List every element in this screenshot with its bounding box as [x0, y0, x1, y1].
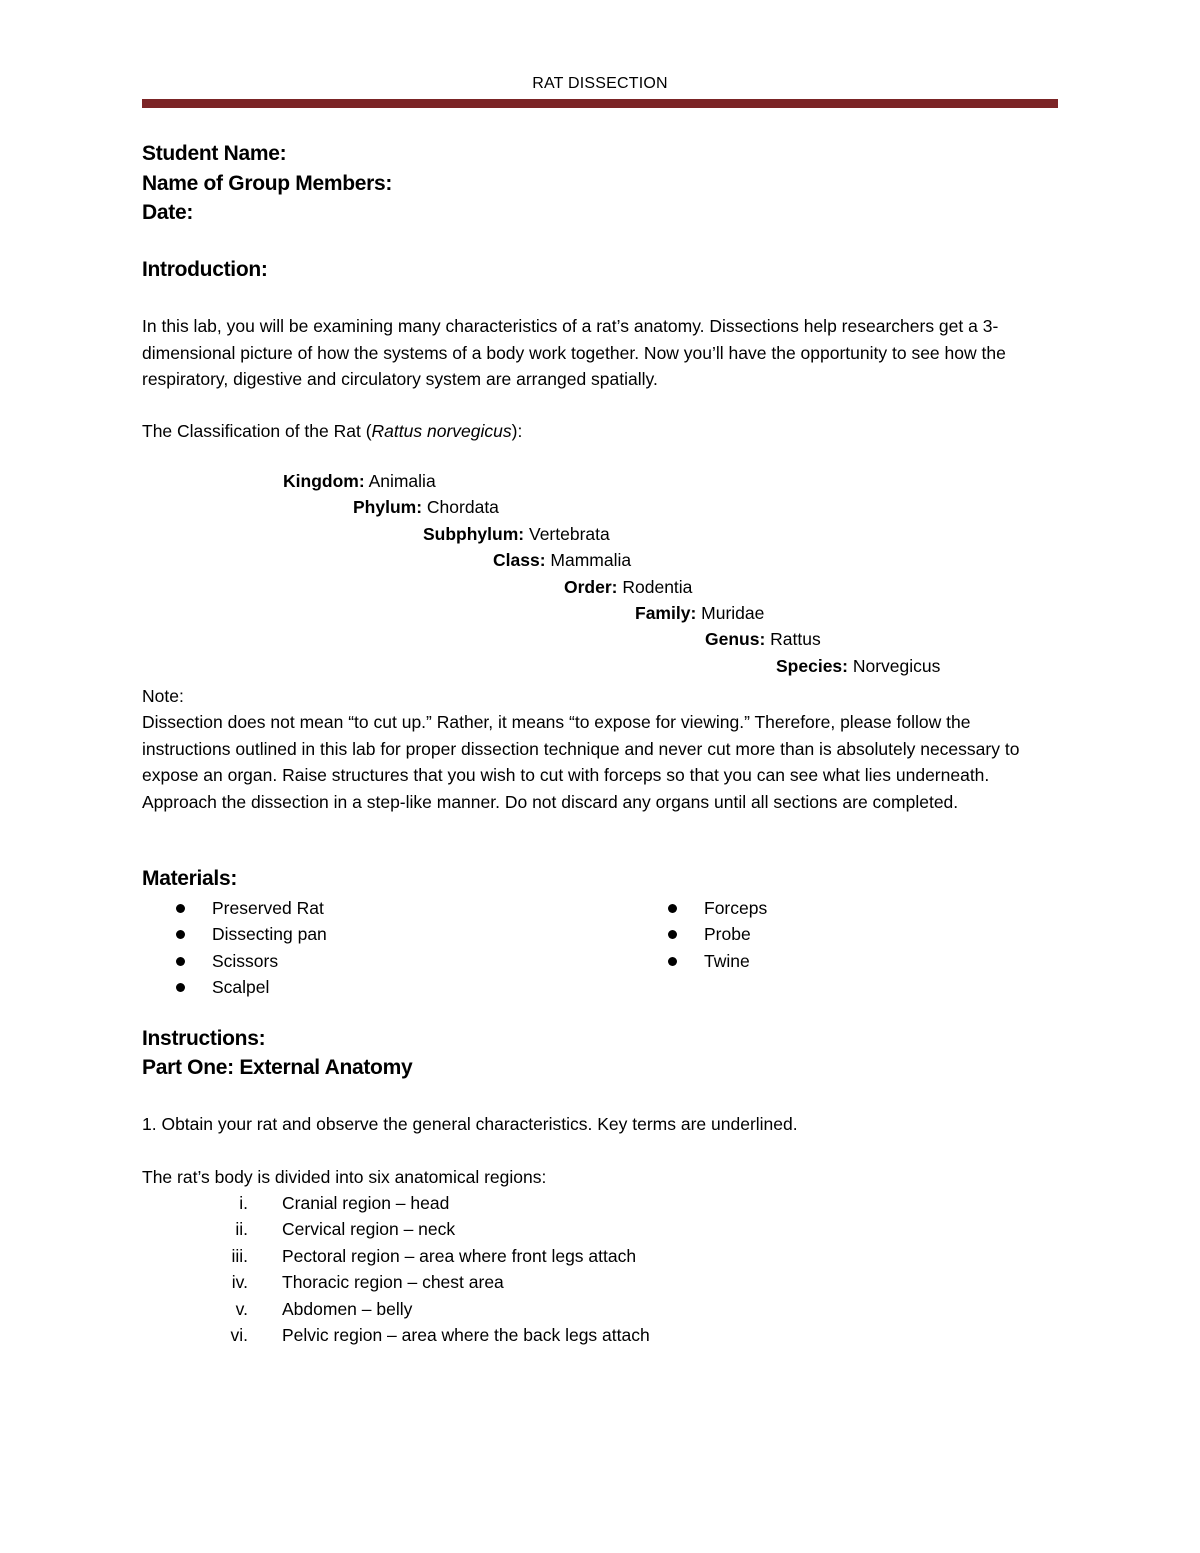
group-members-label: Name of Group Members:	[142, 172, 393, 195]
header-rule	[142, 99, 1058, 108]
bullet-icon	[668, 904, 677, 913]
materials-heading: Materials:	[142, 867, 238, 890]
taxonomy-genus: Genus: Rattus	[705, 629, 821, 649]
list-item: Twine	[634, 948, 1054, 974]
list-item: iv. Thoracic region – chest area	[231, 1272, 504, 1293]
bullet-icon	[668, 957, 677, 966]
list-item: Probe	[634, 921, 1054, 947]
regions-list	[142, 1190, 842, 1348]
taxonomy-species: Species: Norvegicus	[776, 656, 941, 676]
note-paragraph: Dissection does not mean “to cut up.” Rather, it means “to expose for viewing.” Therefore, please follow the instructions outlined in this lab for proper dissection technique and never cut more than is absolutely necessary to expose an organ. Raise structures that you wish to cut with forceps so that you can see what lies underneath. Approach the dissection in a step-like manner. Do not discard any organs until all sections are completed.	[142, 712, 1020, 812]
bullet-icon	[176, 957, 185, 966]
list-item: vi. Pelvic region – area where the back legs attach	[230, 1324, 650, 1345]
taxonomy-subphylum: Subphylum: Vertebrata	[423, 524, 610, 544]
taxonomy-phylum: Phylum: Chordata	[353, 497, 499, 517]
list-item: iii. Pectoral region – area where front legs attach	[231, 1245, 637, 1266]
part-one-heading: Part One: External Anatomy	[142, 1056, 413, 1079]
bullet-icon	[176, 904, 185, 913]
list-item: i. Cranial region – head	[239, 1193, 450, 1213]
bullet-icon	[176, 930, 185, 939]
taxonomy-order: Order: Rodentia	[564, 577, 693, 597]
page-header-title: RAT DISSECTION	[532, 75, 668, 92]
bullet-icon	[668, 930, 677, 939]
list-item: ii. Cervical region – neck	[235, 1219, 456, 1240]
instructions-heading: Instructions:	[142, 1027, 266, 1050]
list-item: Forceps	[634, 895, 1054, 921]
taxonomy-kingdom: Kingdom: Animalia	[283, 471, 436, 491]
list-item: Preserved Rat	[142, 895, 602, 921]
introduction-heading: Introduction:	[142, 258, 268, 281]
note-label: Note:	[142, 686, 184, 706]
materials-list-right	[634, 895, 1054, 974]
materials-list-left	[142, 895, 602, 1001]
classification-intro: The Classification of the Rat (Rattus norvegicus):	[142, 421, 523, 441]
introduction-paragraph: In this lab, you will be examining many characteristics of a rat’s anatomy. Dissections help researchers get a 3-dimensional picture of how the systems of a body work together. Now you’ll have the opportunity to see how the respiratory, digestive and circulatory system are arranged spatially.	[142, 316, 1006, 389]
list-item: Scissors	[142, 948, 602, 974]
list-item: v. Abdomen – belly	[235, 1298, 413, 1319]
date-label: Date:	[142, 201, 194, 224]
bullet-icon	[176, 983, 185, 992]
taxonomy-class: Class: Mammalia	[493, 550, 632, 570]
taxonomy-family: Family: Muridae	[635, 603, 765, 623]
regions-intro: The rat’s body is divided into six anatomical regions:	[142, 1167, 547, 1187]
step-1-text: 1. Obtain your rat and observe the general characteristics. Key terms are underlined.	[142, 1114, 798, 1134]
student-name-label: Student Name:	[142, 142, 287, 165]
list-item: Dissecting pan	[142, 921, 602, 947]
list-item: Scalpel	[142, 974, 602, 1000]
